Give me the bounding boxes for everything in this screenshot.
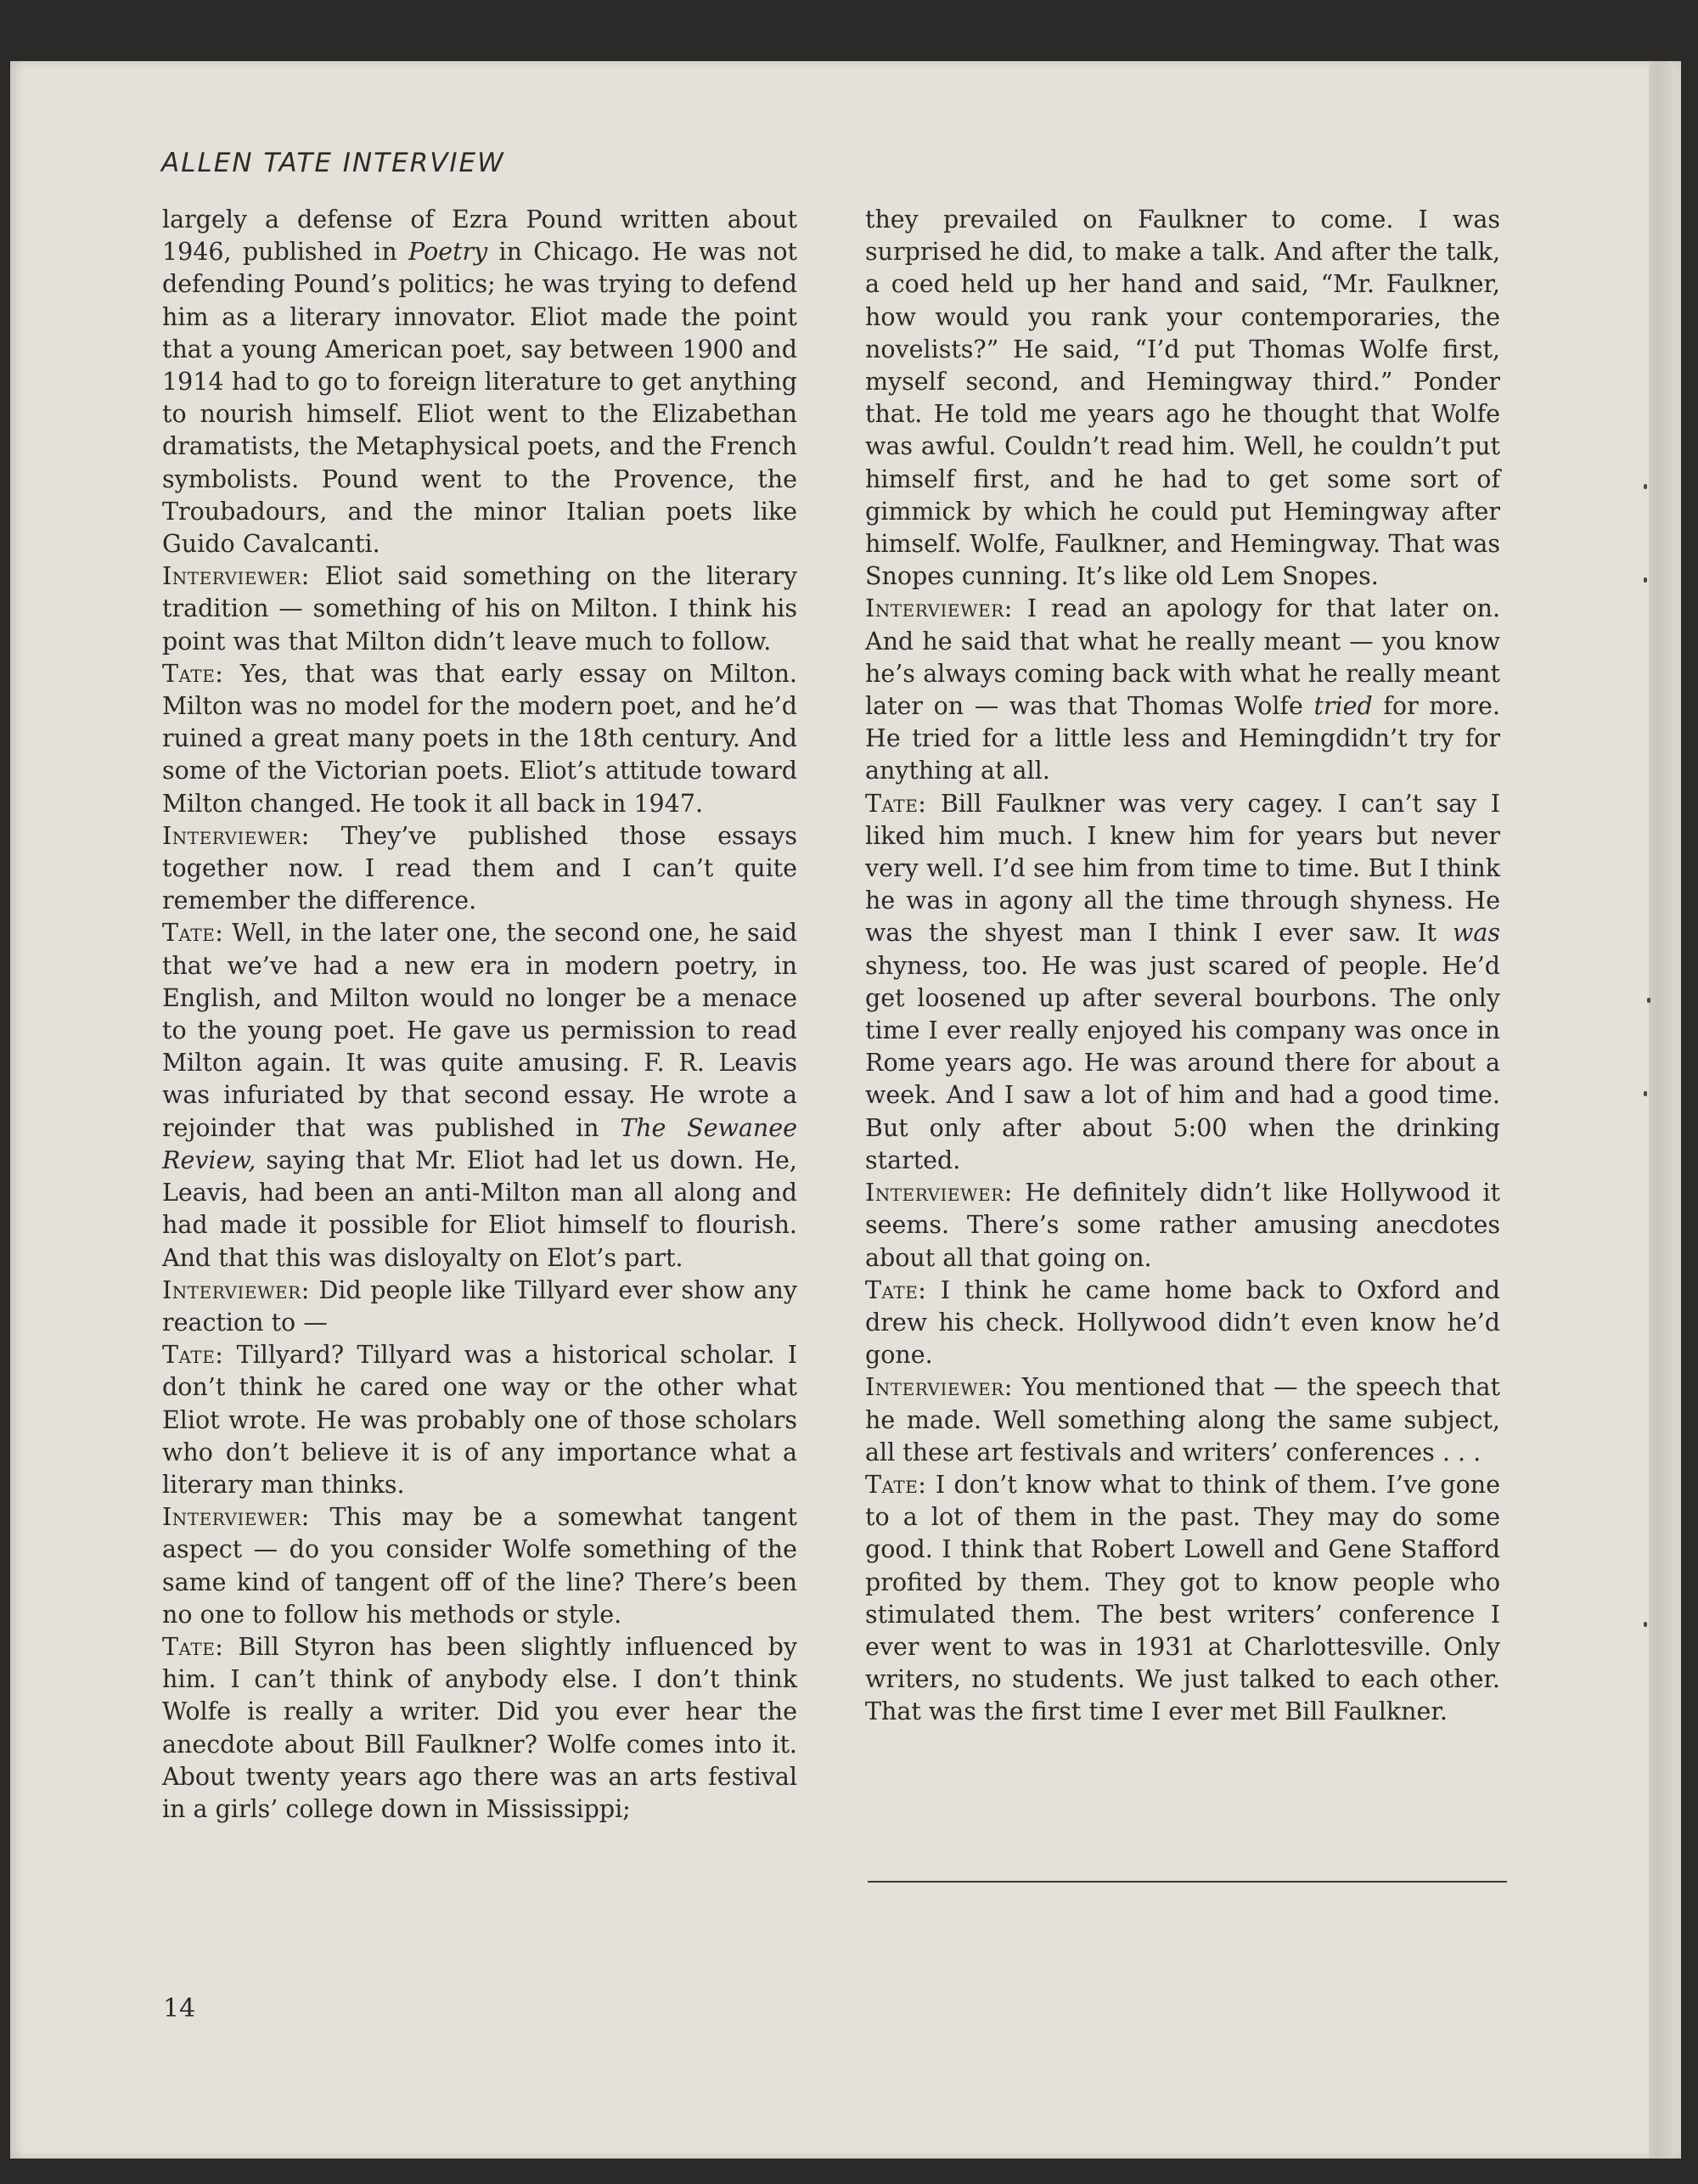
end-rule	[868, 1881, 1507, 1883]
paragraph-text: Well, in the later one, the second one, he said that we’ve had a new era in modern poetry, in English, and Milton would no longer be a menace to the young poet. He gave us permission to read Milton again. It was quite amusing. F. R. Leavis was infuriated by that second essay. He wrote a rejoinder that was published in	[162, 919, 797, 1142]
paragraph-text: I don’t know what to think of them. I’ve gone to a lot of them in the past. They may do some good. I think that Robert Lowell and Gene Stafford profited by them. They got to know people who stimulated them. The best writers’ conference I ever went to was in 1931 at Charlottesville. Only writers, no students. We just talked to each other. That was the first time I ever met Bill Faulkner.	[865, 1470, 1501, 1726]
paragraph-text: Bill Styron has been slightly influenced by him. I can’t think of anybody else. I don’t think Wolfe is really a writer. Did you ever hear the anecdote about Bill Faulkner? Wolfe comes into it. About twenty years ago there was an arts festival in a girls’ college down in Mississippi;	[162, 1632, 797, 1823]
italic-text: Poetry	[408, 238, 488, 267]
paragraph-text: saying that Mr. Eliot had let us down. He, Leavis, had been an anti-Milton man all along and had made it possible for Eliot himself to flourish. And that this was disloyalty on Elot’s part.	[162, 1145, 797, 1272]
paragraph	[162, 658, 797, 820]
paragraph	[865, 204, 1500, 593]
paragraph	[865, 1371, 1500, 1469]
paragraph-text: He definitely didn’t like Hollywood it seems. There’s some rather amusing anecdotes about all that going on.	[865, 1179, 1500, 1272]
margin-mark	[1644, 484, 1647, 489]
margin-mark	[1647, 998, 1650, 1003]
speaker-interviewer: Interviewer:	[162, 1503, 310, 1532]
paragraph-text: I read an apology for that later on. And he said that what he really meant — you know he’s always coming back with what he really meant later on — was that Thomas Wolfe	[865, 594, 1501, 721]
paragraph-text: They’ve published those essays together now. I read them and I can’t quite remember the difference.	[162, 821, 797, 915]
paragraph-text: Tillyard? Tillyard was a historical scholar. I don’t think he cared one way or the other what Eliot wrote. He was probably one of those scholars who don’t believe it is of any importance what a literary man thinks.	[162, 1341, 797, 1499]
italic-text: was	[1452, 919, 1500, 948]
page-binding-edge	[1649, 61, 1673, 2159]
right-column	[865, 204, 1500, 1729]
paragraph-text: largely a defense of Ezra Pound written about 1946, published in	[162, 205, 797, 267]
speaker-tate: Tate:	[162, 1341, 224, 1370]
paragraph	[162, 204, 797, 560]
speaker-interviewer: Interviewer:	[865, 594, 1013, 623]
paragraph	[865, 1469, 1500, 1729]
paragraph-text: This may be a somewhat tangent aspect — do you consider Wolfe something of the same kind of tangent off of the line? There’s been no one to follow his methods or style.	[162, 1503, 797, 1629]
margin-mark	[1644, 1091, 1647, 1096]
paragraph-text: Bill Faulkner was very cagey. I can’t say I liked him much. I knew him for years but never very well. I’d see him from time to time. But I think he was in agony all the time through shyness. He was the shyest man I think I ever saw. It	[865, 789, 1500, 948]
paragraph-text: for more. He tried for a little less and Hemingdidn’t try for anything at all.	[865, 692, 1500, 785]
paragraph-text: Eliot said something on the literary tradition — something of his on Milton. I think his point was that Milton didn’t leave much to follow.	[162, 562, 797, 656]
paragraph-text: shyness, too. He was just scared of people. He’d get loosened up after several bourbons. The only time I ever really enjoyed his company was once in Rome years ago. He was around there for about a week. And I saw a lot of him and had a good time. But only after about 5:00 when the drinking started.	[865, 951, 1500, 1174]
paragraph	[162, 820, 797, 918]
paragraph	[162, 1275, 797, 1339]
speaker-interviewer: Interviewer:	[865, 1179, 1013, 1207]
speaker-tate: Tate:	[162, 919, 224, 948]
margin-mark	[1644, 577, 1647, 583]
paragraph	[162, 1501, 797, 1631]
paragraph	[865, 1275, 1500, 1372]
speaker-interviewer: Interviewer:	[865, 1373, 1013, 1402]
speaker-interviewer: Interviewer:	[162, 562, 310, 591]
paragraph	[865, 1177, 1500, 1275]
margin-mark	[1644, 1622, 1647, 1627]
paragraph-text: they prevailed on Faulkner to come. I was surprised he did, to make a talk. And after the talk, a coed held up her hand and said, “Mr. Faulkner, how would you rank your contemporaries, the novelists?” He said, “I’d put Thomas Wolfe first, myself second, and Hemingway third.” Ponder that. He told me years ago he thought that Wolfe was awful. Couldn’t read him. Well, he couldn’t put himself first, and he had to get some sort of gimmick by which he could put Hemingway after himself. Wolfe, Faulkner, and Hemingway. That was Snopes cunning. It’s like old Lem Snopes.	[865, 205, 1500, 591]
paragraph	[865, 788, 1500, 1177]
paragraph	[865, 593, 1500, 787]
paragraph-text: You mentioned that — the speech that he made. Well something along the same subject, all these art festivals and writers’ conferences . . .	[865, 1373, 1500, 1466]
running-head: ALLEN TATE INTERVIEW	[161, 148, 505, 178]
speaker-interviewer: Interviewer:	[162, 1275, 310, 1304]
paragraph-text: Yes, that was that early essay on Milton. Milton was no model for the modern poet, and he’d ruined a great many poets in the 18th century. And some of the Victorian poets. Eliot’s attitude toward Milton changed. He took it all back in 1947.	[162, 659, 797, 818]
paragraph	[162, 1339, 797, 1501]
speaker-tate: Tate:	[162, 1632, 224, 1661]
italic-text: tried	[1313, 692, 1373, 721]
speaker-interviewer: Interviewer:	[162, 821, 310, 850]
paragraph	[162, 1631, 797, 1826]
paragraph-text: I think he came home back to Oxford and drew his check. Hollywood didn’t even know he’d gone.	[865, 1275, 1500, 1370]
speaker-tate: Tate:	[865, 789, 927, 818]
paragraph	[162, 917, 797, 1274]
paragraph-text: in Chicago. He was not defending Pound’s politics; he was trying to defend him as a literary innovator. Eliot made the point that a young American poet, say between 1900 and 1914 had to go to foreign literature to get anything to nourish himself. Eliot went to the Elizabethan dramatists, the Metaphysical poets, and the French symbolists. Pound went to the Provence, the Troubadours, and the minor Italian poets like Guido Cavalcanti.	[162, 238, 798, 559]
speaker-tate: Tate:	[162, 659, 224, 688]
page-number: 14	[163, 1994, 196, 2024]
speaker-tate: Tate:	[865, 1470, 927, 1499]
paragraph	[162, 560, 797, 658]
left-column	[162, 204, 797, 1826]
paragraph-text: Did people like Tillyard ever show any reaction to —	[162, 1275, 797, 1337]
italic-text: The Sewanee Review,	[162, 1113, 798, 1174]
speaker-tate: Tate:	[865, 1275, 927, 1304]
